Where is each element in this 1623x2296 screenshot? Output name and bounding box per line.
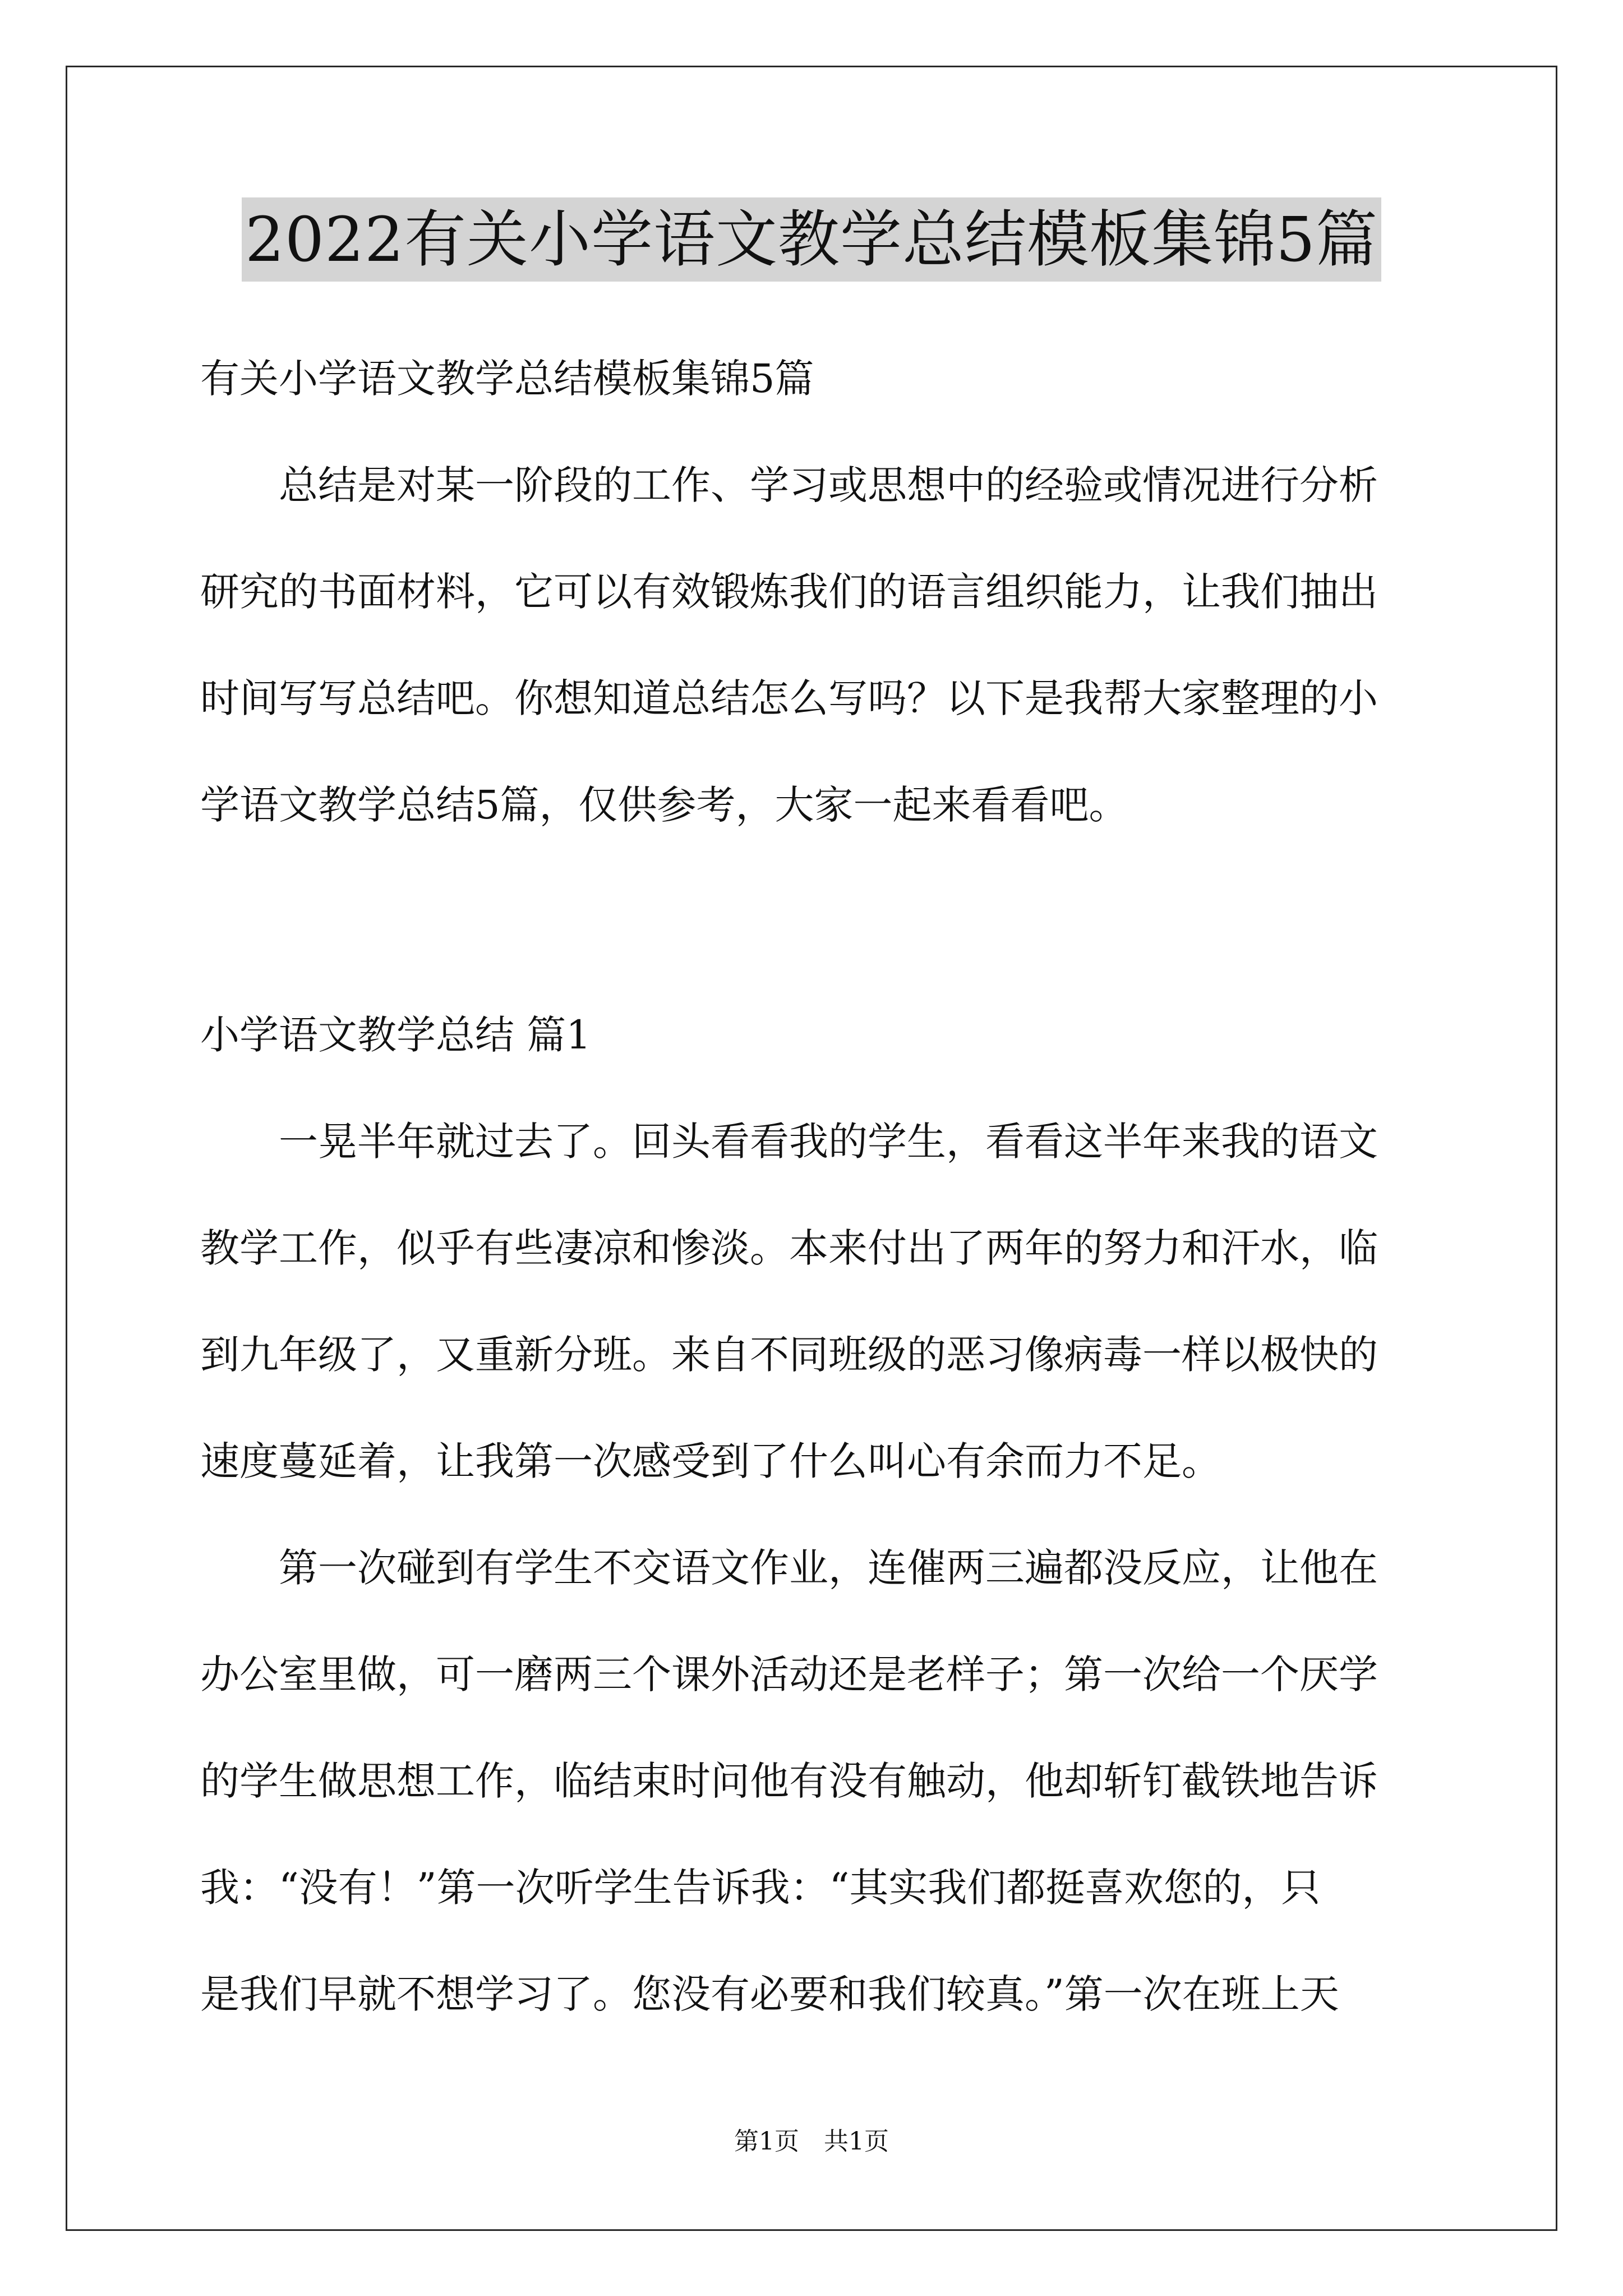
intro-line: 时间写写总结吧。你想知道总结怎么写吗？以下是我帮大家整理的小: [200, 675, 1378, 721]
paragraph-line: 一晃半年就过去了。回头看看我的学生，看看这半年来我的语文: [279, 1119, 1378, 1165]
document-title: 2022有关小学语文教学总结模板集锦5篇: [242, 197, 1381, 282]
paragraph-line: 速度蔓延着，让我第一次感受到了什么叫心有余而力不足。: [200, 1438, 1221, 1484]
paragraph-line: 第一次碰到有学生不交语文作业，连催两三遍都没反应，让他在: [279, 1545, 1378, 1591]
document-subtitle: 有关小学语文教学总结模板集锦5篇: [200, 356, 814, 402]
paragraph-line: 我：“没有！”第一次听学生告诉我：“其实我们都挺喜欢您的，只: [200, 1865, 1321, 1911]
page-footer: 第1页 共1页: [734, 2127, 889, 2156]
intro-line: 学语文教学总结5篇，仅供参考，大家一起来看看吧。: [200, 782, 1128, 828]
paragraph-line: 办公室里做，可一磨两三个课外活动还是老样子；第一次给一个厌学: [200, 1651, 1378, 1697]
paragraph-gap: [200, 875, 1434, 999]
title-container: [0, 197, 1623, 282]
paragraph-line: 的学生做思想工作，临结束时问他有没有触动，他却斩钉截铁地告诉: [200, 1758, 1378, 1804]
paragraph-line: 教学工作，似乎有些凄凉和惨淡。本来付出了两年的努力和汗水，临: [200, 1225, 1378, 1271]
paragraph-1: [200, 1105, 1434, 1531]
paragraph-2: [200, 1531, 1434, 2064]
section-heading: 小学语文教学总结 篇1: [200, 1012, 591, 1058]
intro-line: 总结是对某一阶段的工作、学习或思想中的经验或情况进行分析: [279, 462, 1378, 508]
document-body: [200, 342, 1434, 2064]
intro-paragraph: [200, 449, 1434, 875]
paragraph-line: 到九年级了，又重新分班。来自不同班级的恶习像病毒一样以极快的: [200, 1332, 1378, 1378]
intro-line: 研究的书面材料，它可以有效锻炼我们的语言组织能力，让我们抽出: [200, 569, 1378, 615]
paragraph-line: 是我们早就不想学习了。您没有必要和我们较真。”第一次在班上天: [200, 1971, 1339, 2017]
